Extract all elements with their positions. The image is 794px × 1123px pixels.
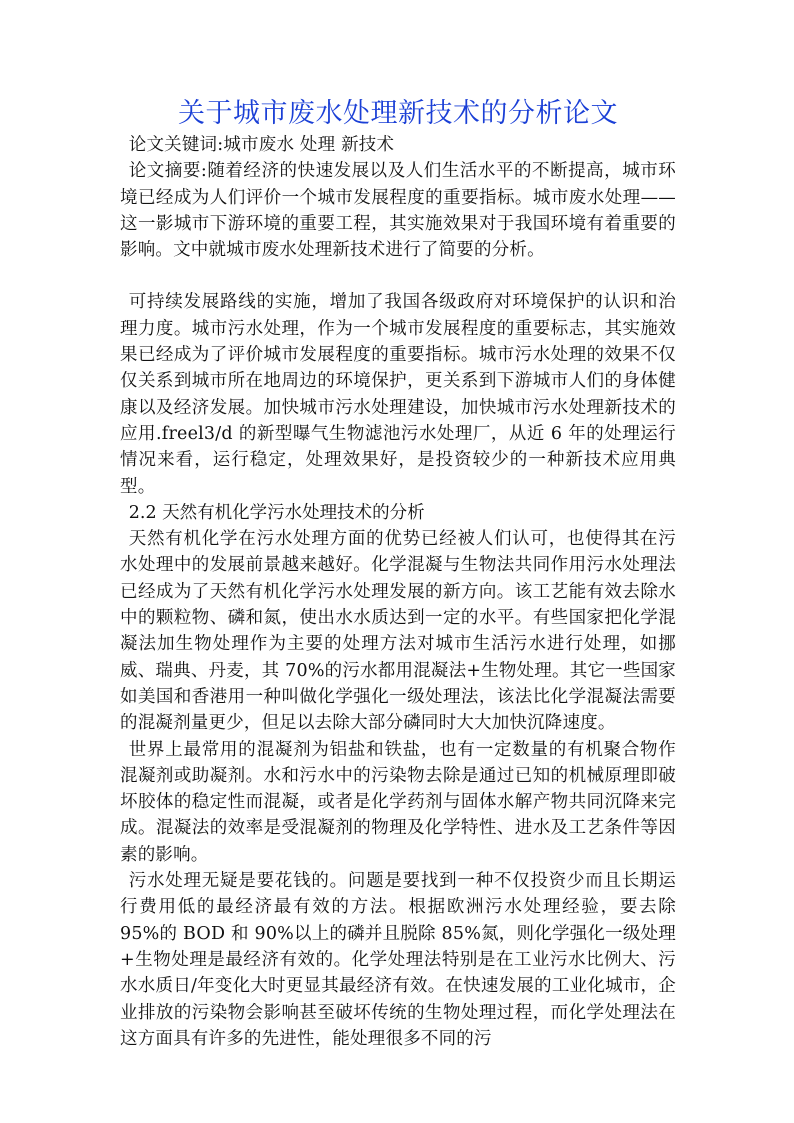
body-paragraph-3: 世界上最常用的混凝剂为铝盐和铁盐，也有一定数量的有机聚合物作混凝剂或助凝剂。水和污水中的污染物去除是通过已知的机械原理即破坏胶体的稳定性而混凝，或者是化学药剂与固体水解产物共同沉降来完成。混凝法的效率是受混凝剂的物理及化学特性、进水及工艺条件等因素的影响。 — [120, 739, 676, 865]
body-paragraph-4: 污水处理无疑是要花钱的。问题是要找到一种不仅投资少而且长期运行费用低的最经济最有效的方法。根据欧洲污水处理经验，要去除 95%的 BOD 和 90%以上的磷并且脱除 85%氮，则化学强化一级处理+生物处理是最经济有效的。化学处理法特别是在工业污水比例大、污水水质日/年变化大时更显其最经济有效。在快速发展的工业化城市，企业排放的污染物会影响甚至破坏传统的生物处理过程，而化学处理法在这方面具有许多的先进性，能处理很多不同的污 — [120, 871, 676, 1049]
body-paragraph-2: 天然有机化学在污水处理方面的优势已经被人们认可，也使得其在污水处理中的发展前景越来越好。化学混凝与生物法共同作用污水处理法已经成为了天然有机化学污水处理发展的新方向。该工艺能有效去除水中的颗粒物、磷和氮，使出水水质达到一定的水平。有些国家把化学混凝法加生物处理作为主要的处理方法对城市生活污水进行处理，如挪威、瑞典、丹麦，其 70%的污水都用混凝法+生物处理。其它一些国家如美国和香港用一种叫做化学强化一级处理法，该法比化学混凝法需要的混凝剂量更少，但足以去除大部分磷同时大大加快沉降速度。 — [120, 529, 676, 734]
document-page — [120, 96, 676, 1052]
abstract-paragraph: 论文摘要:随着经济的快速发展以及人们生活水平的不断提高，城市环境已经成为人们评价一个城市发展程度的重要指标。城市废水处理——这一影城市下游环境的重要工程，其实施效果对于我国环境有着重要的影响。文中就城市废水处理新技术进行了简要的分析。 — [120, 161, 676, 261]
section-heading: 2.2 天然有机化学污水处理技术的分析 — [128, 502, 425, 523]
paragraph-gap — [120, 263, 676, 289]
document-title: 关于城市废水处理新技术的分析论文 — [178, 98, 618, 129]
keywords-line: 论文关键词:城市废水 处理 新技术 — [128, 135, 395, 155]
body-paragraph-1: 可持续发展路线的实施，增加了我国各级政府对环境保护的认识和治理力度。城市污水处理，作为一个城市发展程度的重要标志，其实施效果已经成为了评价城市发展程度的重要指标。城市污水处理的效果不仅仅关系到城市所在地周边的环境保护，更关系到下游城市人们的身体健康以及经济发展。加快城市污水处理建设，加快城市污水处理新技术的应用.freel3/d 的新型曝气生物滤池污水处理厂，从近 6 年的处理运行情况来看，运行稳定，处理效果好，是投资较少的一种新技术应用典型。 — [120, 292, 676, 497]
